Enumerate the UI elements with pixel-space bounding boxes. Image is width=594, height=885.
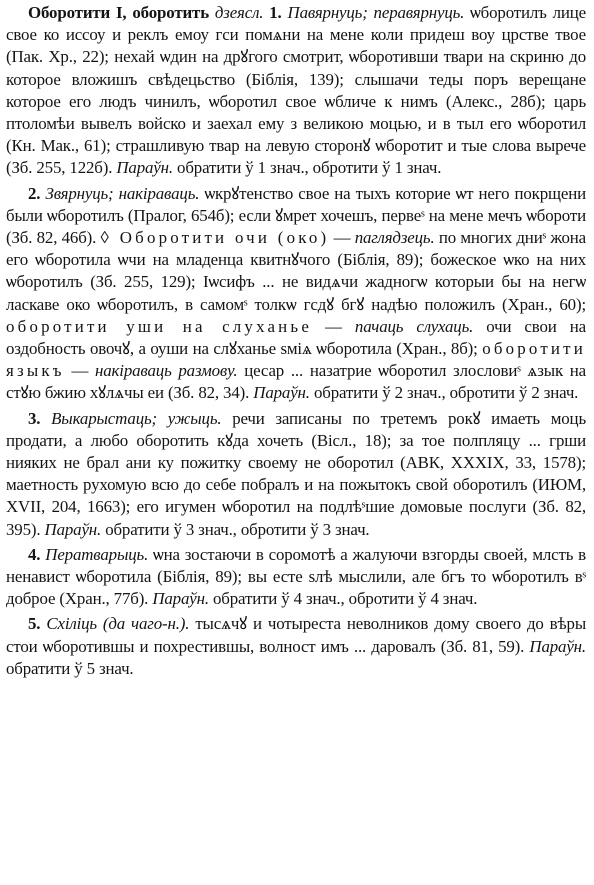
sense-citations: ѡна зостаючи в соромотѣ а жалуючи взгорды своей, млсть в ненавист ѡборотила (Біблія, 89); вы есте ѕлѣ мыслили, але бгъ то ѡборотилъ вˢ доброе (Хран., 77б). (6, 544, 587, 609)
sense-5 (6, 613, 586, 680)
cross-ref-label: Параўн. (529, 636, 586, 656)
phrase-citations: цесар ... назатрие ѡборотил злословиˢ ѧзык на стꙋю бжию хꙋлѧчы еи (Зб. 82, 34). (6, 361, 586, 403)
sense-citations: ѡкрꙋтенство свое на тыхъ которие ѡт него покрщени были ѡборотилъ (Пралог, 654б); если ꙋмрет хочешъ, первеˢ на мене мечъ ѡбороти (Зб. 82, 46б). (6, 183, 586, 248)
sense-gloss: Звярнуць; накіраваць. (45, 183, 200, 203)
cross-ref-label: Параўн. (116, 158, 173, 178)
phrase-gloss: паглядзець. (354, 228, 435, 248)
phrase-citations: очи свои на оздобность овочꙋ, а оуши на слꙋханье ѕміѧ ѡборотила (Хран., 8б); (6, 316, 586, 359)
sense-gloss: Ператварыць. (45, 544, 149, 564)
cross-ref-text: обратити ў 3 знач., обротити ў 3 знач. (105, 519, 370, 539)
cross-ref-text: обратити ў 4 знач., обротити ў 4 знач. (213, 589, 478, 609)
phrase-oborotiti-yazyk: оборотити языкъ (6, 339, 586, 381)
phrase-dash: — (64, 361, 96, 381)
sense-3 (6, 408, 586, 541)
phrase-oborotiti-ushi: оборотити уши на слуханье (6, 316, 313, 336)
phrase-gloss: пачаць слухаць. (354, 316, 474, 336)
phrase-citations: по многих дниˢ жона его ѡборотила ѡчи на младенца квитнꙋчого (Біблія, 89); божеское ѡко на них ѡборотилъ (Зб. 255, 129); Іѡсифъ ... не видѧчи жадногѡ которыи бы на негѡ ласкаве око ѡборотилъ, в самомˢ толкѡ гсдꙋ бгꙋ надѣю положилъ (Хран., 60); (6, 228, 586, 314)
sense-1 (6, 2, 586, 180)
phrase-gloss: накіраваць размову. (95, 361, 238, 381)
cross-ref-label: Параўн. (152, 589, 209, 609)
sense-gloss: Схіліць (да чаго-н.). (46, 614, 190, 634)
sense-number: 3. (28, 408, 41, 428)
sense-number: 2. (28, 183, 41, 203)
cross-ref-text: обратити ў 1 знач., обротити ў 1 знач. (177, 158, 442, 178)
sense-number: 4. (28, 544, 41, 564)
cross-ref-label: Параўн. (44, 519, 102, 539)
phrase-oborotiti-ochi: ◊ Оборотити очи (око) (100, 228, 330, 248)
part-of-speech: дзеясл. (214, 3, 264, 22)
sense-citations: речи записаны по третемъ рокꙋ имаеть моць продати, а любо оборотить кꙋда хочеть (Вісл., 18); за тое полпляцу ... грши нияких не брал ани ку пожитку своему не оборотил (АВК, XXXIX, 33, 1578); маетность рухомую всю до себе побралъ и на пожытокъ свой оборотилъ (ИЮМ, XVII, 204, 1663); его игумен ѡборотил на подлѣˢшие домовые послуги (Зб. 82, 395). (6, 408, 586, 539)
sense-citations: тысѧчꙋ и чотыреста неволников дому своего до вѣры стои ѡборотившы и похрестившы, волност имъ ... даровалъ (Зб. 81, 59). (6, 614, 587, 656)
sense-gloss: Выкарыстаць; ужыць. (51, 408, 222, 428)
phrase-dash: — (329, 228, 355, 248)
cross-ref-text: обратити ў 2 знач., обротити ў 2 знач. (313, 383, 579, 403)
sense-4 (6, 544, 586, 611)
cross-ref-label: Параўн. (253, 383, 310, 403)
sense-gloss: Павярнуць; перавярнуць. (287, 3, 465, 22)
sense-number: 5. (28, 614, 41, 634)
phrase-dash: — (312, 316, 355, 336)
headword: Оборотити I, оборотить (28, 3, 209, 22)
sense-number: 1. (269, 3, 282, 22)
sense-2 (6, 183, 586, 405)
sense-citations: ѡборотилъ лице свое ко иссоу и реклъ емоу гси помѧни на мене коли придеш воу црстве твое (Пак. Хр., 22); нехай ѡдин на дрꙋгого смотрит, ѡборотивши твари на скриню до которое вложишъ свѣдецьство (Біблія, 139); слышачи теды поръ верещане которое его людъ чинилъ, ѡборотил свое ѡбличе к нимъ (Алекс., 28б); царь птоломѣи вывелъ войско и заехал ему з великою моцью, и в тыл его ѡборотил (Кн. Мак., 61); страшливую твар на левую сторонꙋ ѡборотит и тые слова вырече (Зб. 255, 122б). (6, 3, 587, 178)
dictionary-page (6, 2, 586, 680)
cross-ref-text: обратити ў 5 знач. (6, 658, 134, 678)
